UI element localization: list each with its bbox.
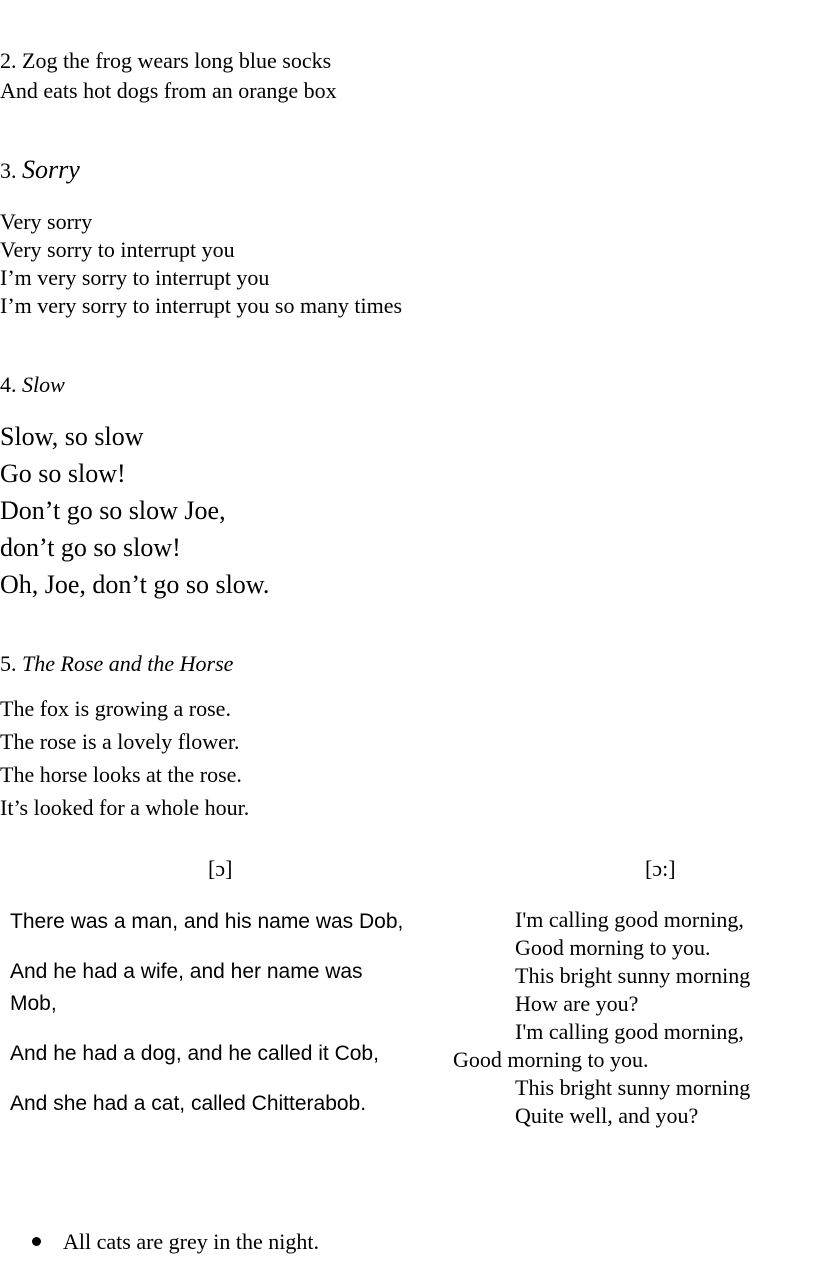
dob-rhyme — [10, 906, 403, 1138]
rhyme-line: Mob, — [10, 992, 57, 1015]
song-line: I'm calling good morning, — [515, 1019, 744, 1044]
bullet-text: All cats are grey in the night. — [63, 1229, 319, 1254]
section-2 — [0, 46, 337, 106]
section-4-title: Slow — [22, 372, 65, 397]
section-2-line: And eats hot dogs from an orange box — [0, 78, 337, 103]
song-line: I'm calling good morning, — [515, 907, 744, 932]
section-4-line: Don’t go so slow Joe, — [0, 496, 226, 525]
song-line: How are you? — [515, 991, 639, 1016]
section-3-line: Very sorry to interrupt you — [0, 237, 235, 262]
section-5-number: 5. — [0, 651, 17, 676]
section-3-body — [0, 208, 402, 320]
song-line: Good morning to you. — [453, 1047, 649, 1072]
bullet-item — [32, 1229, 319, 1255]
section-4-line: Go so slow! — [0, 459, 126, 488]
section-2-line: 2. Zog the frog wears long blue socks — [0, 48, 332, 73]
bullet-icon — [32, 1237, 41, 1246]
section-5-line: The horse looks at the rose. — [0, 762, 242, 787]
section-3-line: I’m very sorry to interrupt you — [0, 265, 270, 290]
section-5-body — [0, 692, 249, 824]
rhyme-paragraph: And she had a cat, called Chitterabob. — [10, 1092, 367, 1115]
section-5-title: The Rose and the Horse — [22, 651, 234, 676]
ipa-long-o: [ɔ:] — [645, 856, 676, 881]
song-line: Good morning to you. — [515, 935, 711, 960]
section-5-line: The rose is a lovely flower. — [0, 729, 240, 754]
section-3-line: Very sorry — [0, 209, 93, 234]
ipa-short-o: [ɔ] — [208, 856, 233, 881]
section-5-line: It’s looked for a whole hour. — [0, 795, 250, 820]
section-5-line: The fox is growing a rose. — [0, 696, 231, 721]
section-4-line: don’t go so slow! — [0, 533, 181, 562]
section-4-heading — [0, 372, 65, 398]
section-4-line: Slow, so slow — [0, 422, 144, 451]
section-3-heading — [0, 155, 80, 185]
song-line: Quite well, and you? — [515, 1103, 699, 1128]
section-3-line: I’m very sorry to interrupt you so many times — [0, 293, 403, 318]
section-4-number: 4. — [0, 372, 17, 397]
section-4-line: Oh, Joe, don’t go so slow. — [0, 570, 270, 599]
song-line: This bright sunny morning — [515, 963, 751, 988]
section-5-heading — [0, 651, 233, 677]
section-4-body — [0, 418, 269, 603]
good-morning-song — [453, 906, 750, 1130]
rhyme-line: And he had a wife, and her name was — [10, 960, 363, 983]
section-3-title: Sorry — [22, 155, 80, 184]
song-line: This bright sunny morning — [515, 1075, 751, 1100]
rhyme-paragraph — [10, 956, 403, 1020]
rhyme-paragraph: And he had a dog, and he called it Cob, — [10, 1042, 379, 1065]
section-3-number: 3. — [0, 158, 17, 183]
rhyme-paragraph: There was a man, and his name was Dob, — [10, 910, 404, 933]
